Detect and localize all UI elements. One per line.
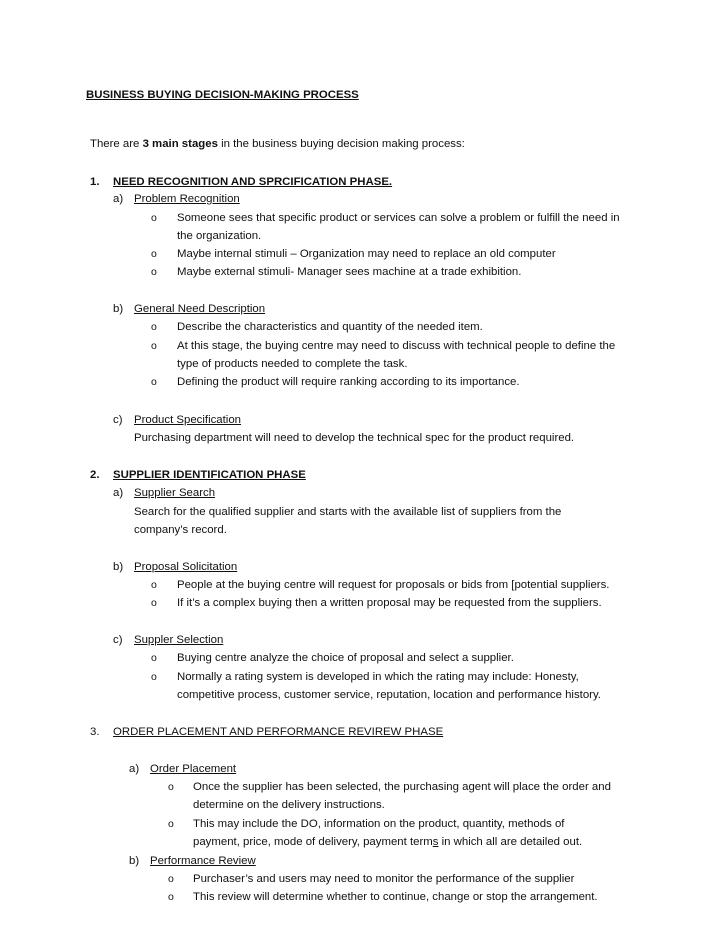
s1c-label: Product Specification: [134, 414, 242, 426]
bullet: o: [151, 652, 157, 664]
bullet: o: [151, 266, 157, 278]
s2c-marker: c): [113, 634, 123, 646]
s1b-bullet-1: Describe the characteristics and quantity of the needed item.: [177, 321, 483, 333]
s1a-bullet-1-line-2: the organization.: [177, 230, 262, 242]
bullet: o: [151, 671, 157, 683]
s3b-bullet-1: Purchaser’s and users may need to monitor the performance of the supplier: [193, 873, 575, 885]
s1a-bullet-2: Maybe internal stimuli – Organization may need to replace an old computer: [177, 248, 556, 260]
s2b-label: Proposal Solicitation: [134, 561, 238, 573]
s2c-label: Suppler Selection: [134, 634, 224, 646]
s2c-bullet-2-line-2: competitive process, customer service, reputation, location and performance history.: [177, 689, 601, 701]
s1a-bullet-3: Maybe external stimuli- Manager sees machine at a trade exhibition.: [177, 266, 522, 278]
s1b-marker: b): [113, 303, 124, 315]
s3a-bullet-2-text-start: payment, price, mode of delivery, payment term: [193, 836, 433, 848]
s1a-marker: a): [113, 193, 124, 205]
s2c-bullet-1: Buying centre analyze the choice of proposal and select a supplier.: [177, 652, 514, 664]
section-1-heading: NEED RECOGNITION AND SPRCIFICATION PHASE.: [113, 176, 393, 188]
s3b-label: Performance Review: [150, 855, 256, 867]
s3a-bullet-1-line-1: Once the supplier has been selected, the purchasing agent will place the order and: [193, 781, 611, 793]
intro-bold: 3 main stages: [142, 138, 218, 150]
s3a-bullet-1-line-2: determine on the delivery instructions.: [193, 799, 385, 811]
s1b-label: General Need Description: [134, 303, 266, 315]
bullet: o: [168, 891, 174, 903]
s2b-marker: b): [113, 561, 124, 573]
s1b-bullet-3: Defining the product will require ranking according to its importance.: [177, 376, 520, 388]
s3a-label: Order Placement: [150, 763, 237, 775]
bullet: o: [168, 818, 174, 830]
s2a-label: Supplier Search: [134, 487, 216, 499]
s3a-bullet-2-underlined-char: s: [432, 836, 439, 848]
s1c-text: Purchasing department will need to develop the technical spec for the product required.: [134, 432, 575, 444]
bullet: o: [168, 781, 174, 793]
section-2-heading: SUPPLIER IDENTIFICATION PHASE: [113, 469, 306, 481]
s2b-bullet-1: People at the buying centre will request for proposals or bids from [potential suppliers.: [177, 579, 610, 591]
intro-paragraph: [90, 137, 465, 151]
s1a-label: Problem Recognition: [134, 193, 240, 205]
s1a-bullet-1-line-1: Someone sees that specific product or services can solve a problem or fulfill the need in: [177, 212, 620, 224]
s3a-marker: a): [129, 763, 140, 775]
bullet: o: [151, 321, 157, 333]
bullet: o: [151, 340, 157, 352]
s2b-bullet-2: If it’s a complex buying then a written proposal may be requested from the suppliers.: [177, 597, 602, 609]
s2c-bullet-2-line-1: Normally a rating system is developed in which the rating may include: Honesty,: [177, 671, 579, 683]
section-2-number: 2.: [90, 469, 100, 481]
s3a-bullet-2-line-2: [193, 835, 582, 849]
bullet: o: [151, 248, 157, 260]
s2a-marker: a): [113, 487, 124, 499]
bullet: o: [168, 873, 174, 885]
s2a-text-line-1: Search for the qualified supplier and starts with the available list of suppliers from the: [134, 506, 562, 518]
document-title: BUSINESS BUYING DECISION-MAKING PROCESS: [86, 89, 359, 101]
s1b-bullet-2-line-1: At this stage, the buying centre may need to discuss with technical people to define the: [177, 340, 616, 352]
s3b-marker: b): [129, 855, 140, 867]
s1b-bullet-2-line-2: type of products needed to complete the task.: [177, 358, 408, 370]
bullet: o: [151, 376, 157, 388]
bullet: o: [151, 597, 157, 609]
s3a-bullet-2-text-end: in which all are detailed out.: [438, 836, 583, 848]
s3b-bullet-2: This review will determine whether to continue, change or stop the arrangement.: [193, 891, 598, 903]
section-3-heading: ORDER PLACEMENT AND PERFORMANCE REVIREW PHASE: [113, 726, 444, 738]
section-3-number: 3.: [90, 726, 100, 738]
s2a-text-line-2: company’s record.: [134, 524, 227, 536]
intro-text-start: There are: [90, 138, 143, 150]
bullet: o: [151, 212, 157, 224]
section-1-number: 1.: [90, 176, 100, 188]
intro-text-end: in the business buying decision making process:: [217, 138, 465, 150]
s1c-marker: c): [113, 414, 123, 426]
s3a-bullet-2-line-1: This may include the DO, information on the product, quantity, methods of: [193, 818, 565, 830]
bullet: o: [151, 579, 157, 591]
